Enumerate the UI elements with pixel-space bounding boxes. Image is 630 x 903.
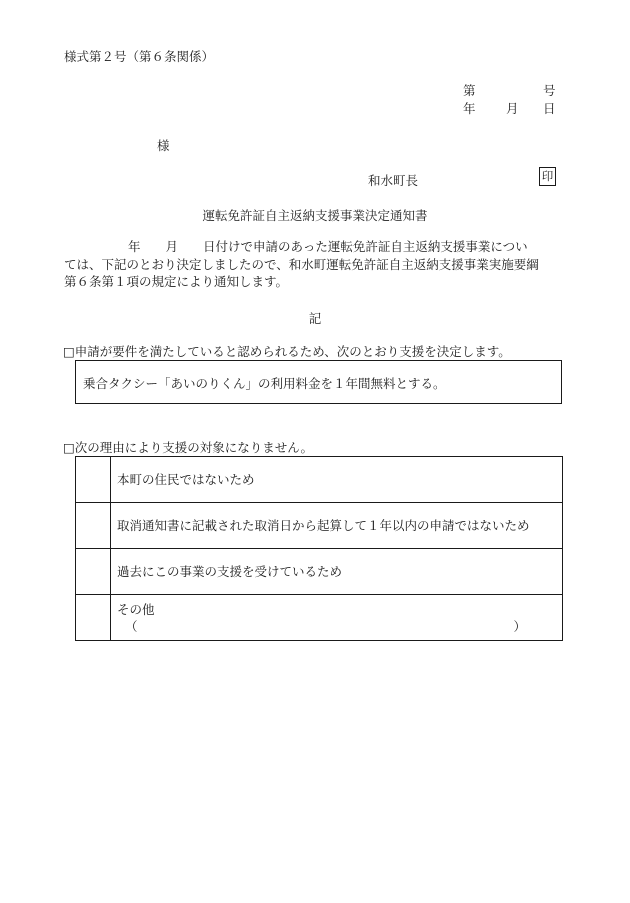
- reason-check-cell: [76, 503, 111, 549]
- table-row: [76, 457, 563, 503]
- form-number: 様式第２号（第６条関係）: [64, 49, 215, 64]
- notice-body-line-3: 第６条第１項の規定により通知します。: [64, 274, 289, 289]
- reason-text: 本町の住民ではないため: [111, 457, 563, 503]
- notice-body: [64, 238, 564, 291]
- doc-number-prefix: 第: [463, 83, 476, 98]
- reason-check-cell: [76, 457, 111, 503]
- date-year: 年: [463, 101, 476, 116]
- rejection-checkbox-label: □次の理由により支援の対象になりません。: [63, 440, 314, 455]
- seal-mark: 印: [539, 167, 556, 186]
- reason-other-cell: [111, 595, 563, 641]
- reason-check-cell: [76, 549, 111, 595]
- date-month: 月: [506, 101, 519, 116]
- notice-body-line-1: 年 月 日付けで申請のあった運転免許証自主返納支援事業につい: [128, 239, 528, 254]
- document-title: 運転免許証自主返納支援事業決定通知書: [202, 208, 428, 223]
- date-day: 日: [543, 101, 556, 116]
- reason-other-blank: [117, 618, 556, 635]
- paren-open: （: [125, 618, 138, 634]
- reason-text: 取消通知書に記載された取消日から起算して１年以内の申請ではないため: [111, 503, 563, 549]
- approval-detail-box: [75, 360, 562, 404]
- reason-check-cell: [76, 595, 111, 641]
- recipient-suffix: 様: [157, 138, 170, 153]
- rejection-reasons-table: [75, 456, 563, 641]
- table-row: [76, 503, 563, 549]
- ki-heading: 記: [308, 311, 322, 326]
- table-row: [76, 595, 563, 641]
- table-row: [76, 549, 563, 595]
- reason-text: 過去にこの事業の支援を受けているため: [111, 549, 563, 595]
- paren-close: ）: [513, 618, 526, 634]
- approval-checkbox-label: □申請が要件を満たしていると認められるため、次のとおり支援を決定します。: [63, 344, 511, 359]
- notice-body-line-2: ては、下記のとおり決定しましたので、和水町運転免許証自主返納支援事業実施要綱: [64, 256, 539, 272]
- reason-other-label: その他: [117, 601, 155, 617]
- approval-detail-text: 乗合タクシー「あいのりくん」の利用料金を１年間無料とする。: [83, 376, 446, 391]
- issuer-name: 和水町長: [368, 173, 419, 188]
- doc-number-suffix: 号: [543, 83, 556, 98]
